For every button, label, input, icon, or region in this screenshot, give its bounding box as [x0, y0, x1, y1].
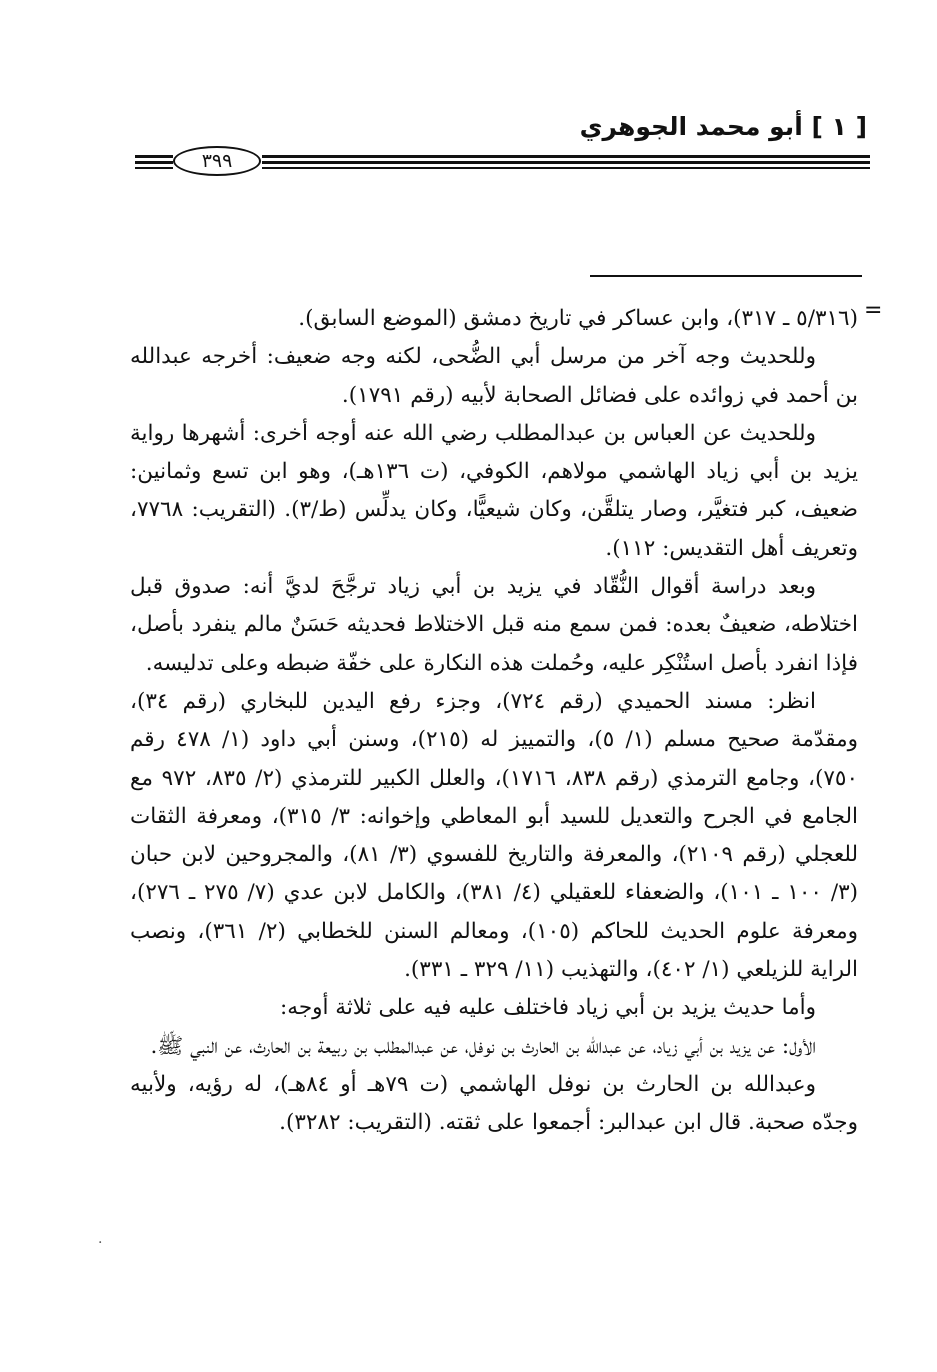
footnote-continuation-mark: = — [864, 298, 883, 323]
footnote-separator — [590, 275, 862, 277]
header-rule-right — [262, 150, 870, 172]
running-header-title: [ ١ ] أبو محمد الجوهري — [579, 112, 867, 141]
paragraph: وبعد دراسة أقوال النُّقّاد في يزيد بن أبي زياد ترجَّحَ لديَّ أنه: صدوق قبل اختلاطه، ضعيفٌ بعده: فمن سمع منه قبل الاختلاط فحديثه حَسَنٌ مالم ينفرد بأصل، فإذا انفرد بأصل استُنْكِر عليه، وحُملت هذه النكارة على خفّة ضبطه وعلى تدليسه. — [130, 574, 858, 676]
paragraph: الأول: عن يزيد بن أبي زياد، عن عبدالله بن الحارث بن نوفل، عن عبدالمطلب بن ربيعة بن الحارث، عن النبي ﷺ. — [150, 1033, 816, 1059]
paragraph: وللحديث عن العباس بن عبدالمطلب رضي الله عنه أوجه أخرى: أشهرها رواية يزيد بن أبي زياد الهاشمي مولاهم، الكوفي، (ت ١٣٦هـ)، وهو ابن تسع وثمانين: ضعيف، كبر فتغيَّر، وصار يتلقَّن، وكان شيعيًّا، وكان يدلِّس (ط/٣). (التقريب: ٧٧٦٨، وتعريف أهل التقديس: ١١٢). — [130, 420, 858, 561]
scan-speck: · — [98, 1235, 103, 1251]
paragraph: وأما حديث يزيد بن أبي زياد فاختلف عليه فيه على ثلاثة أوجه: — [280, 995, 816, 1021]
page-number: ٣٩٩ — [173, 146, 261, 176]
paragraph: (٥/٣١٦ ـ ٣١٧)، وابن عساكر في تاريخ دمشق (الموضع السابق). — [298, 306, 858, 331]
header-rule-left — [135, 150, 173, 172]
paragraph: وللحديث وجه آخر من مرسل أبي الضُّحى، لكنه وجه ضعيف: أخرجه عبدالله بن أحمد في زوائده على فضائل الصحابة لأبيه (رقم ١٧٩١). — [130, 344, 858, 408]
paragraph: انظر: مسند الحميدي (رقم ٧٢٤)، وجزء رفع اليدين للبخاري (رقم ٣٤)، ومقدّمة صحيح مسلم (١/ ٥)، والتمييز له (٢١٥)، وسنن أبي داود (١/ ٤٧٨ رقم ٧٥٠)، وجامع الترمذي (رقم ٨٣٨، ١٧١٦)، والعلل الكبير للترمذي (٢/ ٨٣٥، ٩٧٢ مع الجامع في الجرح والتعديل للسيد أبو المعاطي وإخوانه: ٣/ ٣١٥)، ومعرفة الثقات للعجلي (رقم ٢١٠٩)، والمعرفة والتاريخ للفسوي (٣/ ٨١)، والمجروحين لابن حبان (٣/ ١٠٠ ـ ١٠١)، والضعفاء للعقيلي (٤/ ٣٨١)، والكامل لابن عدي (٧/ ٢٧٥ ـ ٢٧٦)، ومعرفة علوم الحديث للحاكم (١٠٥)، ومعالم السنن للخطابي (٢/ ٣٦١)، ونصب الراية للزيلعي (١/ ٤٠٢)، والتهذيب (١١/ ٣٢٩ ـ ٣٣١). — [130, 688, 859, 983]
paragraph: وعبدالله بن الحارث بن نوفل الهاشمي (ت ٧٩هـ أو ٨٤هـ)، له رؤيه، ولأبيه وجدّه صحبة. قال ابن عبدالبر: أجمعوا على ثقته. (التقريب: ٣٢٨٢). — [130, 1071, 858, 1136]
footnote-body — [130, 300, 858, 1143]
